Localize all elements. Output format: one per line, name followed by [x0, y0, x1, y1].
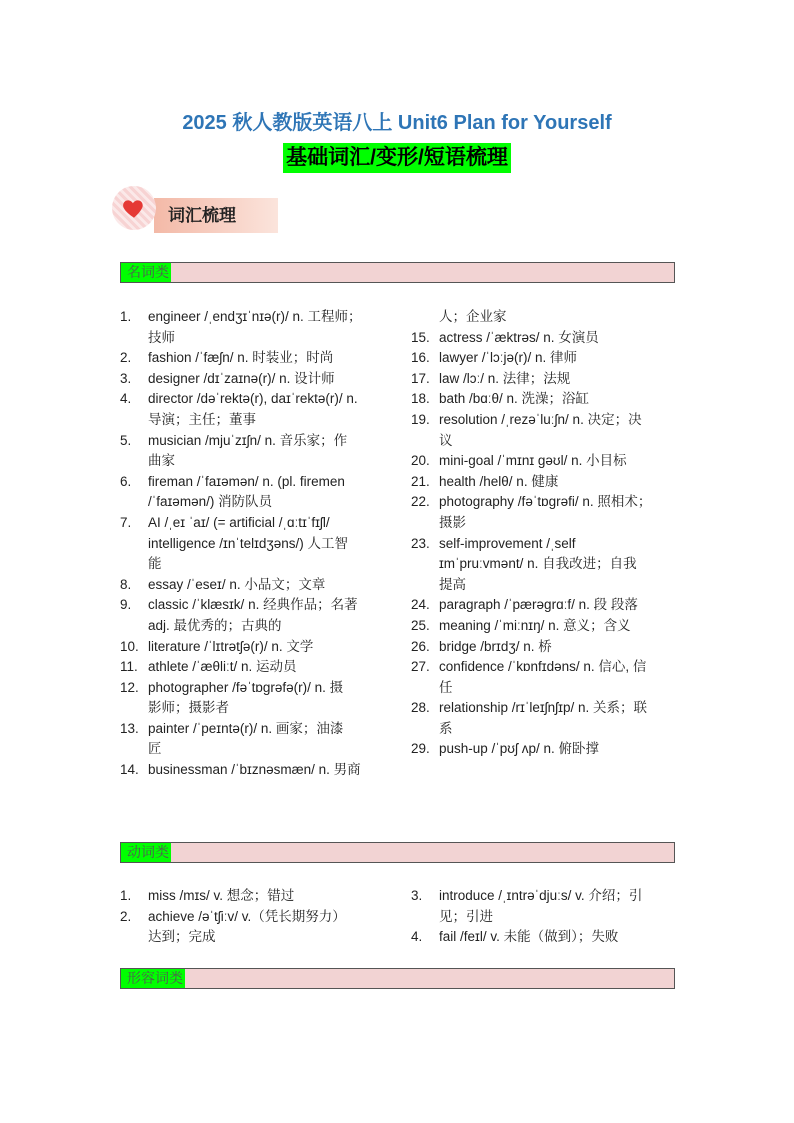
- list-item: [411, 595, 677, 616]
- list-item-continuation: 曲家: [148, 453, 175, 469]
- list-item-continuation: adj. 最优秀的；古典的: [148, 617, 282, 633]
- list-item-text: literature /ˈlɪtrətʃə(r)/ n. 文学: [148, 638, 314, 654]
- list-item-number: 4.: [411, 929, 423, 945]
- list-item: [120, 575, 382, 596]
- list-item-number: 1.: [120, 309, 132, 324]
- list-item-continuation: 系: [439, 720, 453, 736]
- list-item: [120, 307, 382, 348]
- list-item-text: athlete /ˈæθliːt/ n. 运动员: [148, 659, 297, 675]
- verbs-left-column: [120, 886, 382, 948]
- list-item-text: resolution /ˌrezəˈluːʃn/ n. 决定；决: [439, 411, 642, 427]
- list-item-text: mini-goal /ˈmɪnɪ ɡəʊl/ n. 小目标: [439, 453, 627, 469]
- verbs-section-bar: [120, 842, 675, 863]
- list-item-text: photographer /fəˈtɒɡrəfə(r)/ n. 摄: [148, 679, 344, 695]
- list-item-number: 24.: [411, 597, 430, 613]
- list-item-number: 18.: [411, 391, 430, 407]
- list-item-text: fail /feɪl/ v. 未能（做到）；失败: [439, 929, 619, 945]
- list-item-text: actress /ˈæktrəs/ n. 女演员: [439, 329, 599, 345]
- list-item-text: painter /ˈpeɪntə(r)/ n. 画家；油漆: [148, 720, 344, 736]
- list-item-text: businessman /ˈbɪznəsmæn/ n. 男商: [148, 762, 361, 778]
- list-item: [411, 739, 677, 760]
- list-item: [411, 389, 677, 410]
- list-item: [411, 637, 677, 658]
- list-item-number: 15.: [411, 329, 430, 345]
- list-item-number: 19.: [411, 411, 430, 427]
- page-title: 2025 秋人教版英语八上 Unit6 Plan for Yourself: [182, 112, 612, 134]
- list-item: [120, 472, 382, 513]
- section-heading-block: [112, 186, 282, 234]
- list-item-text: miss /mɪs/ v. 想念；错过: [148, 888, 295, 903]
- list-item-number: 28.: [411, 700, 430, 716]
- list-item: [411, 369, 677, 390]
- list-item-number: 4.: [120, 391, 132, 407]
- list-item-continuation: 人；企业家: [439, 309, 507, 324]
- list-item-number: 10.: [120, 638, 139, 654]
- list-item: [120, 595, 382, 636]
- list-item-number: 13.: [120, 720, 139, 736]
- list-item: [411, 534, 677, 596]
- list-item: [120, 678, 382, 719]
- list-item: [411, 886, 677, 927]
- list-item-text: fashion /ˈfæʃn/ n. 时装业；时尚: [148, 350, 334, 366]
- list-item: [411, 698, 677, 739]
- list-item: [411, 492, 677, 533]
- list-item-number: 3.: [411, 888, 423, 903]
- list-item-number: 20.: [411, 453, 430, 469]
- list-item-number: 2.: [120, 908, 132, 924]
- list-item: [120, 348, 382, 369]
- list-item-number: 2.: [120, 350, 132, 366]
- heart-badge: [112, 186, 156, 230]
- verbs-section-label: 动词类: [121, 843, 171, 862]
- list-item-text: push-up /ˈpʊʃ ʌp/ n. 俯卧撑: [439, 741, 599, 757]
- list-item-number: 12.: [120, 679, 139, 695]
- list-item-continuation: 能: [148, 556, 162, 572]
- nouns-left-column: [120, 307, 382, 781]
- list-item-text: introduce /ˌɪntrəˈdjuːs/ v. 介绍；引: [439, 888, 643, 903]
- list-item-continuation: intelligence /ɪnˈtelɪdʒəns/) 人工智: [148, 535, 349, 551]
- list-item: [120, 513, 382, 575]
- list-item: [120, 657, 382, 678]
- list-item-text: AI /ˌeɪ ˈaɪ/ (= artificial /ˌɑːtɪˈfɪʃl/: [148, 514, 330, 530]
- heart-icon: [121, 195, 147, 221]
- list-item-text: musician /mjuˈzɪʃn/ n. 音乐家；作: [148, 432, 348, 448]
- list-item-number: 5.: [120, 432, 132, 448]
- adjectives-section-bar: [120, 968, 675, 989]
- list-item-text: bridge /brɪdʒ/ n. 桥: [439, 638, 552, 654]
- subtitle-wrapper: [0, 143, 794, 173]
- list-item-text: classic /ˈklæsɪk/ n. 经典作品；名著: [148, 597, 358, 613]
- list-item-number: 1.: [120, 888, 132, 903]
- list-item: [120, 389, 382, 430]
- list-item-text: designer /dɪˈzaɪnə(r)/ n. 设计师: [148, 370, 335, 386]
- list-item-continuation: ɪmˈpruːvmənt/ n. 自我改进；自我: [439, 556, 637, 572]
- list-item-continuation: 见；引进: [439, 908, 493, 924]
- list-item-number: 11.: [120, 659, 138, 675]
- list-item-text: engineer /ˌendʒɪˈnɪə(r)/ n. 工程师；: [148, 309, 362, 324]
- list-item-continuation: 达到；完成: [148, 929, 216, 945]
- list-item-text: director /dəˈrektə(r), daɪˈrektə(r)/ n.: [148, 391, 358, 407]
- list-item-text: bath /bɑːθ/ n. 洗澡；浴缸: [439, 391, 590, 407]
- list-item-text: lawyer /ˈlɔːjə(r)/ n. 律师: [439, 350, 578, 366]
- list-item: [120, 637, 382, 658]
- list-item: [411, 348, 677, 369]
- nouns-right-column: [411, 307, 677, 760]
- section-heading: 词汇梳理: [154, 198, 278, 233]
- list-item-number: 8.: [120, 576, 132, 592]
- nouns-section-label: 名词类: [121, 263, 171, 282]
- list-item-continuation: 提高: [439, 576, 466, 592]
- list-item-number: 21.: [411, 473, 430, 489]
- list-item: [120, 886, 382, 907]
- list-item-number: 25.: [411, 617, 430, 633]
- list-item-number: 23.: [411, 535, 430, 551]
- list-item-text: achieve /əˈtʃiːv/ v.（凭长期努力）: [148, 908, 346, 924]
- list-item-text: essay /ˈeseɪ/ n. 小品文；文章: [148, 576, 326, 592]
- list-item-number: 29.: [411, 741, 430, 757]
- list-item-continuation: /ˈfaɪəmən/) 消防队员: [148, 494, 273, 510]
- list-item-number: 6.: [120, 473, 132, 489]
- list-item-text: law /lɔː/ n. 法律；法规: [439, 370, 571, 386]
- list-item-continuation: 匠: [148, 741, 162, 757]
- list-item-number: 22.: [411, 494, 430, 510]
- verbs-right-column: [411, 886, 677, 948]
- nouns-section-bar: [120, 262, 675, 283]
- list-item-text: self-improvement /ˌself: [439, 535, 576, 551]
- list-item-text: photography /fəˈtɒɡrəfi/ n. 照相术；: [439, 494, 652, 510]
- list-item-number: 9.: [120, 597, 132, 613]
- list-item-continuation: 技师: [148, 329, 175, 345]
- list-item: [411, 328, 677, 349]
- page-subtitle: 基础词汇/变形/短语梳理: [283, 143, 511, 173]
- list-item-text: confidence /ˈkɒnfɪdəns/ n. 信心, 信: [439, 659, 647, 675]
- list-item: [411, 410, 677, 451]
- list-item: [411, 927, 677, 948]
- list-item-text: meaning /ˈmiːnɪŋ/ n. 意义；含义: [439, 617, 631, 633]
- list-item-continuation: 议: [439, 432, 453, 448]
- list-item-text: health /helθ/ n. 健康: [439, 473, 559, 489]
- list-item: [120, 719, 382, 760]
- list-item: [120, 760, 382, 781]
- list-item-continuation: 摄影: [439, 514, 466, 530]
- list-item-number: 17.: [411, 370, 430, 386]
- list-item-number: 27.: [411, 659, 430, 675]
- list-item-number: 26.: [411, 638, 430, 654]
- list-item-number: 14.: [120, 762, 139, 778]
- list-item: [120, 369, 382, 390]
- list-item-text: relationship /rɪˈleɪʃnʃɪp/ n. 关系；联: [439, 700, 647, 716]
- list-item-number: 16.: [411, 350, 430, 366]
- list-item: [120, 431, 382, 472]
- list-item: [411, 616, 677, 637]
- list-item-number: 7.: [120, 514, 132, 530]
- list-item: [411, 451, 677, 472]
- list-item-text: paragraph /ˈpærəɡrɑːf/ n. 段 段落: [439, 597, 638, 613]
- list-item: [411, 657, 677, 698]
- list-item-number: 3.: [120, 370, 132, 386]
- list-item-continuation: 导演；主任；董事: [148, 411, 256, 427]
- adjectives-section-label: 形容词类: [121, 969, 185, 988]
- list-item-continuation: 影师；摄影者: [148, 700, 229, 716]
- list-item-text: fireman /ˈfaɪəmən/ n. (pl. firemen: [148, 473, 345, 489]
- list-item: [411, 472, 677, 493]
- list-item-continuation: 任: [439, 679, 453, 695]
- list-item: [120, 907, 382, 948]
